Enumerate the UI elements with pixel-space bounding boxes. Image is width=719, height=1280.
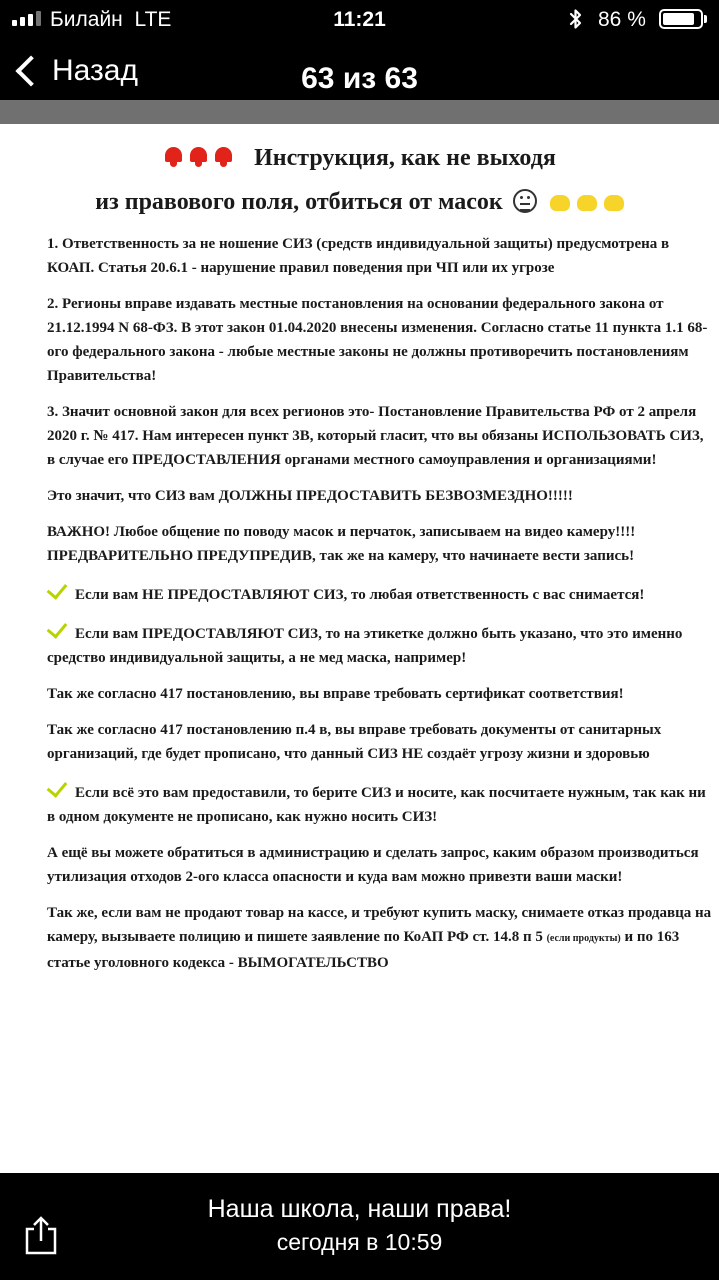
paragraph-5: ВАЖНО! Любое общение по поводу масок и перчаток, записываем на видео камеру!!!! ПРЕДВАРИТЕЛЬНО ПРЕДУПРЕДИВ, так же на камеру, что начинаете вести запись! [47, 524, 636, 564]
photo-counter: 63 из 63 [301, 62, 418, 95]
bell-icon [163, 145, 184, 167]
title-line-2: из правового поля, отбиться от масок [0, 180, 719, 224]
bluetooth-icon [568, 7, 584, 37]
caption-time: сегодня в 10:59 [276, 1229, 443, 1255]
status-bar [0, 0, 719, 40]
document-title [0, 136, 719, 224]
title-line-1: Инструкция, как не выходя [0, 136, 719, 180]
bells-group [163, 145, 238, 171]
status-time: 11:21 [333, 8, 386, 31]
paragraph-1: 1. Ответственность за не ношение СИЗ (средств индивидуальной защиты) предусмотрена в КОАП. Статья 20.6.1 - нарушение правил поведения при ЧП или их угрозе [47, 236, 670, 276]
paragraph-10: Если всё это вам предоставили, то берите СИЗ и носите, как посчитаете нужным, так как ни в одном документе не прописано, как нужно носить СИЗ! [47, 778, 713, 829]
small-note: (если продукты) [546, 933, 621, 944]
paragraph-12: Так же, если вам не продают товар на кассе, и требуют купить маску, снимаете отказ продавца на камеру, вызываете полицию и пишете заявление по КоАП РФ ст. 14.8 п 5 (если продукты) и по 163 статье уголовного кодекса - ВЫМОГАТЕЛЬСТВО [47, 905, 712, 971]
pointing-hand-icon [577, 195, 597, 211]
paragraph-8: Так же согласно 417 постановлению, вы вправе требовать сертификат соответствия! [47, 686, 624, 702]
paragraph-9: Так же согласно 417 постановлению п.4 в, вы вправе требовать документы от санитарных организаций, где будет прописано, что данный СИЗ НЕ создаёт угрозу жизни и здоровью [47, 722, 662, 762]
paragraph-11: А ещё вы можете обратиться в администрацию и сделать запрос, каким образом производиться утилизация отходов 2-ого класса опасности и куда вам можно привезти ваши маски! [47, 845, 699, 885]
caption-bar [0, 1173, 719, 1280]
check-icon [47, 578, 68, 600]
battery-percentage: 86 % [598, 8, 646, 31]
paragraph-6: Если вам НЕ ПРЕДОСТАВЛЯЮТ СИЗ, то любая ответственность с вас снимается! [47, 580, 713, 607]
pointing-hand-icon [550, 195, 570, 211]
carrier-network: Билайн LTE [50, 8, 172, 31]
back-label: Назад [52, 54, 138, 87]
check-icon [47, 617, 68, 639]
battery-fill [663, 13, 694, 25]
bell-icon [213, 145, 234, 167]
paragraph-4: Это значит, что СИЗ вам ДОЛЖНЫ ПРЕДОСТАВИТЬ БЕЗВОЗМЕЗДНО!!!!! [47, 488, 573, 504]
photo-top-border [0, 100, 719, 124]
bell-icon [188, 145, 209, 167]
paragraph-3: 3. Значит основной закон для всех регионов это- Постановление Правительства РФ от 2 апреля 2020 г. № 417. Нам интересен пункт 3В, который гласит, что вы обязаны ИСПОЛЬЗОВАТЬ СИЗ, в случае его ПРЕДОСТАВЛЕНИЯ органами местного самоуправления и организациями! [47, 404, 704, 468]
check-icon [47, 776, 68, 798]
navigation-bar [0, 40, 719, 100]
grimacing-face-icon [513, 189, 537, 213]
paragraph-2: 2. Регионы вправе издавать местные постановления на основании федерального закона от 21.12.1994 N 68-ФЗ. В этот закон 01.04.2020 внесены изменения. Согласно статье 11 пункта 1.1 68-ого федерального закона - любые местные законы не должны противоречить постановлениям Правительства! [47, 296, 708, 384]
battery-icon [659, 9, 703, 29]
document-photo [0, 124, 719, 1173]
paragraph-7: Если вам ПРЕДОСТАВЛЯЮТ СИЗ, то на этикетке должно быть указано, что это именно средство индивидуальной защиты, а не мед маска, например! [47, 619, 713, 670]
battery-cap [704, 15, 707, 23]
caption-title: Наша школа, наши права! [207, 1195, 512, 1223]
pointing-hand-icon [604, 195, 624, 211]
